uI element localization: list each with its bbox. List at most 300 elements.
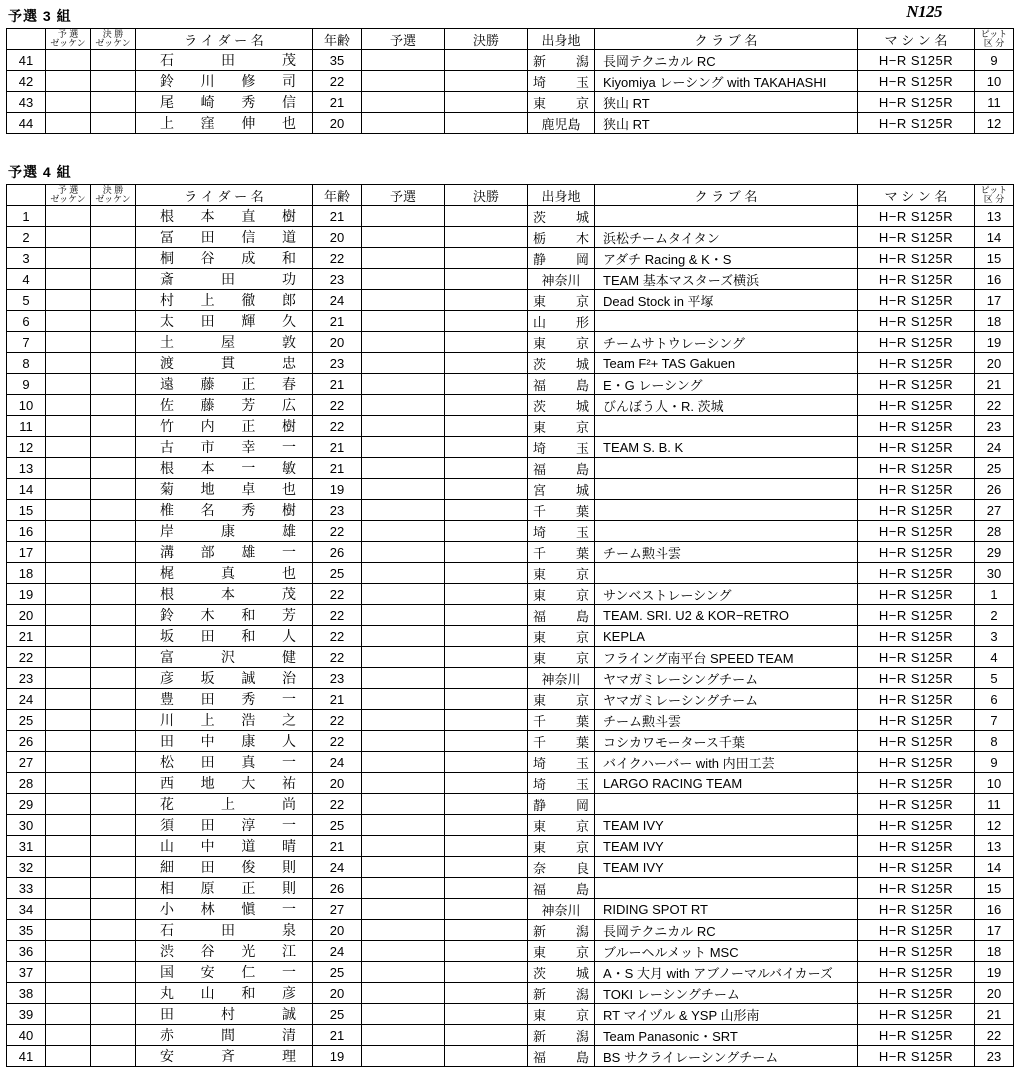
cell-number: 25 xyxy=(7,710,46,731)
rider-name-char: 石 xyxy=(160,922,174,938)
cell-yosen-result[interactable] xyxy=(362,605,445,626)
cell-yosen-zekken[interactable] xyxy=(46,71,91,92)
cell-kessho-zekken[interactable] xyxy=(91,710,136,731)
cell-machine: H−R S125R xyxy=(858,584,975,605)
cell-kessho-zekken[interactable] xyxy=(91,773,136,794)
cell-yosen-zekken[interactable] xyxy=(46,584,91,605)
cell-hometown xyxy=(528,836,595,857)
cell-yosen-zekken[interactable] xyxy=(46,206,91,227)
rider-name-chars xyxy=(138,647,310,667)
cell-yosen-result[interactable] xyxy=(362,626,445,647)
cell-yosen-result[interactable] xyxy=(362,479,445,500)
rider-name-chars xyxy=(138,794,310,814)
cell-kessho-zekken[interactable] xyxy=(91,899,136,920)
cell-yosen-result[interactable] xyxy=(362,113,445,134)
cell-kessho-zekken[interactable] xyxy=(91,113,136,134)
rider-name-char: 広 xyxy=(281,397,296,413)
cell-yosen-result[interactable] xyxy=(362,353,445,374)
table-row xyxy=(7,353,1014,374)
cell-kessho-result[interactable] xyxy=(445,395,528,416)
rider-name-char: 上 xyxy=(221,796,235,812)
cell-kessho-zekken[interactable] xyxy=(91,752,136,773)
cell-yosen-zekken[interactable] xyxy=(46,374,91,395)
cell-yosen-result[interactable] xyxy=(362,521,445,542)
cell-kessho-result[interactable] xyxy=(445,50,528,71)
cell-yosen-zekken[interactable] xyxy=(46,290,91,311)
cell-yosen-zekken[interactable] xyxy=(46,311,91,332)
cell-kessho-result[interactable] xyxy=(445,962,528,983)
cell-rider-name xyxy=(136,50,313,71)
cell-kessho-zekken[interactable] xyxy=(91,395,136,416)
rider-name-char: 晴 xyxy=(281,838,296,854)
rider-name-char: 田 xyxy=(200,859,215,875)
cell-club xyxy=(595,983,858,1004)
cell-yosen-result[interactable] xyxy=(362,50,445,71)
cell-yosen-zekken[interactable] xyxy=(46,647,91,668)
cell-kessho-zekken[interactable] xyxy=(91,878,136,899)
cell-yosen-result[interactable] xyxy=(362,1004,445,1025)
cell-yosen-zekken[interactable] xyxy=(46,479,91,500)
cell-yosen-zekken[interactable] xyxy=(46,899,91,920)
club-name: 狭山 RT xyxy=(603,95,650,111)
cell-age: 22 xyxy=(313,605,362,626)
hometown-chars xyxy=(530,816,592,835)
cell-kessho-zekken[interactable] xyxy=(91,311,136,332)
cell-yosen-zekken[interactable] xyxy=(46,857,91,878)
hometown-char: 島 xyxy=(575,608,589,624)
cell-machine: H−R S125R xyxy=(858,836,975,857)
cell-kessho-zekken[interactable] xyxy=(91,794,136,815)
rider-name-chars xyxy=(138,920,310,940)
cell-yosen-zekken[interactable] xyxy=(46,962,91,983)
cell-kessho-zekken[interactable] xyxy=(91,206,136,227)
table-row xyxy=(7,920,1014,941)
hometown-char: 宮 xyxy=(533,482,547,498)
cell-kessho-zekken[interactable] xyxy=(91,479,136,500)
cell-yosen-result[interactable] xyxy=(362,500,445,521)
header-kessho-zekken xyxy=(91,185,136,206)
hometown-char: 葉 xyxy=(575,713,589,729)
header-rider: ラ イ ダ ー 名 xyxy=(136,185,313,206)
cell-kessho-result[interactable] xyxy=(445,1004,528,1025)
rider-name-char: 田 xyxy=(221,922,235,938)
cell-yosen-zekken[interactable] xyxy=(46,731,91,752)
cell-kessho-result[interactable] xyxy=(445,626,528,647)
cell-yosen-result[interactable] xyxy=(362,395,445,416)
cell-kessho-result[interactable] xyxy=(445,941,528,962)
table-row xyxy=(7,311,1014,332)
cell-kessho-zekken[interactable] xyxy=(91,815,136,836)
cell-kessho-result[interactable] xyxy=(445,437,528,458)
rider-name-chars xyxy=(138,92,310,112)
cell-yosen-result[interactable] xyxy=(362,290,445,311)
cell-yosen-result[interactable] xyxy=(362,269,445,290)
cell-number: 15 xyxy=(7,500,46,521)
hometown-chars xyxy=(530,774,592,793)
cell-kessho-result[interactable] xyxy=(445,752,528,773)
cell-pit: 11 xyxy=(975,92,1014,113)
rider-name-char: 健 xyxy=(282,649,296,665)
cell-kessho-result[interactable] xyxy=(445,92,528,113)
cell-yosen-zekken[interactable] xyxy=(46,227,91,248)
cell-rider-name xyxy=(136,332,313,353)
cell-yosen-zekken[interactable] xyxy=(46,416,91,437)
cell-machine: H−R S125R xyxy=(858,479,975,500)
cell-rider-name xyxy=(136,437,313,458)
cell-kessho-zekken[interactable] xyxy=(91,290,136,311)
cell-yosen-zekken[interactable] xyxy=(46,689,91,710)
cell-yosen-zekken[interactable] xyxy=(46,521,91,542)
cell-kessho-result[interactable] xyxy=(445,794,528,815)
table-row xyxy=(7,374,1014,395)
cell-yosen-result[interactable] xyxy=(362,941,445,962)
header-age: 年齢 xyxy=(313,29,362,50)
cell-kessho-result[interactable] xyxy=(445,374,528,395)
cell-yosen-zekken[interactable] xyxy=(46,920,91,941)
cell-kessho-zekken[interactable] xyxy=(91,521,136,542)
cell-yosen-result[interactable] xyxy=(362,248,445,269)
cell-kessho-result[interactable] xyxy=(445,836,528,857)
cell-rider-name xyxy=(136,794,313,815)
cell-number: 32 xyxy=(7,857,46,878)
cell-kessho-result[interactable] xyxy=(445,710,528,731)
cell-yosen-result[interactable] xyxy=(362,71,445,92)
rider-name-char: 芳 xyxy=(281,607,296,623)
rider-name-char: 貫 xyxy=(221,355,235,371)
cell-yosen-zekken[interactable] xyxy=(46,773,91,794)
cell-yosen-zekken[interactable] xyxy=(46,437,91,458)
rider-name-chars xyxy=(138,941,310,961)
cell-kessho-zekken[interactable] xyxy=(91,626,136,647)
cell-kessho-zekken[interactable] xyxy=(91,647,136,668)
cell-kessho-zekken[interactable] xyxy=(91,689,136,710)
cell-rider-name xyxy=(136,248,313,269)
header-yosen-zekken-line1: 予 選 xyxy=(57,185,79,195)
cell-kessho-result[interactable] xyxy=(445,899,528,920)
header-kessho-zekken-line2: ゼッケン xyxy=(95,194,131,204)
hometown-char: 京 xyxy=(575,1007,589,1023)
cell-club xyxy=(595,353,858,374)
hometown-chars xyxy=(530,900,592,919)
rider-name-char: 一 xyxy=(281,901,296,917)
cell-yosen-result[interactable] xyxy=(362,962,445,983)
hometown-chars xyxy=(530,837,592,856)
rider-name-char: 康 xyxy=(241,733,256,749)
cell-kessho-zekken[interactable] xyxy=(91,437,136,458)
cell-yosen-result[interactable] xyxy=(362,458,445,479)
cell-yosen-result[interactable] xyxy=(362,689,445,710)
hometown-char: 京 xyxy=(575,95,589,111)
header-yosen-zekken xyxy=(46,185,91,206)
cell-hometown xyxy=(528,920,595,941)
cell-kessho-zekken[interactable] xyxy=(91,983,136,1004)
cell-kessho-result[interactable] xyxy=(445,332,528,353)
cell-yosen-result[interactable] xyxy=(362,878,445,899)
cell-kessho-result[interactable] xyxy=(445,71,528,92)
table-row xyxy=(7,521,1014,542)
cell-kessho-result[interactable] xyxy=(445,983,528,1004)
cell-kessho-zekken[interactable] xyxy=(91,353,136,374)
cell-yosen-result[interactable] xyxy=(362,857,445,878)
header-kessho: 決勝 xyxy=(445,185,528,206)
hometown-char: 葉 xyxy=(575,734,589,750)
cell-yosen-result[interactable] xyxy=(362,731,445,752)
cell-kessho-result[interactable] xyxy=(445,878,528,899)
cell-yosen-zekken[interactable] xyxy=(46,332,91,353)
rider-name-chars xyxy=(138,773,310,793)
cell-yosen-result[interactable] xyxy=(362,1025,445,1046)
cell-kessho-zekken[interactable] xyxy=(91,227,136,248)
hometown-char: 京 xyxy=(575,944,589,960)
cell-kessho-result[interactable] xyxy=(445,668,528,689)
hometown-char: 潟 xyxy=(575,53,589,69)
cell-yosen-result[interactable] xyxy=(362,647,445,668)
cell-kessho-result[interactable] xyxy=(445,647,528,668)
rider-name-char: 一 xyxy=(281,964,296,980)
cell-yosen-result[interactable] xyxy=(362,437,445,458)
cell-yosen-result[interactable] xyxy=(362,773,445,794)
cell-yosen-zekken[interactable] xyxy=(46,710,91,731)
cell-yosen-zekken[interactable] xyxy=(46,815,91,836)
cell-rider-name xyxy=(136,647,313,668)
hometown-char: 東 xyxy=(533,944,547,960)
rider-name-chars xyxy=(138,290,310,310)
cell-number: 41 xyxy=(7,50,46,71)
table-row xyxy=(7,227,1014,248)
cell-club xyxy=(595,878,858,899)
cell-machine: H−R S125R xyxy=(858,500,975,521)
rider-name-char: 斉 xyxy=(221,1048,235,1064)
cell-kessho-zekken[interactable] xyxy=(91,1046,136,1067)
cell-yosen-zekken[interactable] xyxy=(46,395,91,416)
rider-name-char: 芳 xyxy=(241,397,256,413)
rider-name-char: 俊 xyxy=(241,859,256,875)
cell-kessho-zekken[interactable] xyxy=(91,857,136,878)
header-home: 出身地 xyxy=(528,29,595,50)
cell-yosen-zekken[interactable] xyxy=(46,563,91,584)
cell-kessho-result[interactable] xyxy=(445,113,528,134)
cell-kessho-zekken[interactable] xyxy=(91,584,136,605)
cell-yosen-result[interactable] xyxy=(362,794,445,815)
header-yosen-zekken-line2: ゼッケン xyxy=(50,194,86,204)
rider-name-char: 椎 xyxy=(160,502,174,518)
cell-yosen-result[interactable] xyxy=(362,836,445,857)
cell-kessho-result[interactable] xyxy=(445,605,528,626)
hometown-chars xyxy=(530,858,592,877)
cell-machine: H−R S125R xyxy=(858,605,975,626)
cell-yosen-zekken[interactable] xyxy=(46,794,91,815)
hometown-char: 潟 xyxy=(575,923,589,939)
cell-yosen-zekken[interactable] xyxy=(46,269,91,290)
cell-yosen-zekken[interactable] xyxy=(46,941,91,962)
cell-yosen-zekken[interactable] xyxy=(46,605,91,626)
hometown-chars xyxy=(530,711,592,730)
cell-club xyxy=(595,563,858,584)
club-name: RIDING SPOT RT xyxy=(603,901,708,917)
cell-kessho-zekken[interactable] xyxy=(91,1004,136,1025)
cell-kessho-result[interactable] xyxy=(445,311,528,332)
cell-kessho-result[interactable] xyxy=(445,227,528,248)
cell-yosen-result[interactable] xyxy=(362,311,445,332)
cell-yosen-zekken[interactable] xyxy=(46,353,91,374)
cell-kessho-zekken[interactable] xyxy=(91,542,136,563)
cell-rider-name xyxy=(136,1004,313,1025)
cell-machine: H−R S125R xyxy=(858,962,975,983)
cell-machine: H−R S125R xyxy=(858,92,975,113)
cell-kessho-zekken[interactable] xyxy=(91,941,136,962)
cell-kessho-zekken[interactable] xyxy=(91,962,136,983)
rider-name-chars xyxy=(138,395,310,415)
cell-yosen-zekken[interactable] xyxy=(46,878,91,899)
cell-kessho-zekken[interactable] xyxy=(91,269,136,290)
hometown-chars xyxy=(530,585,592,604)
cell-hometown xyxy=(528,899,595,920)
cell-yosen-zekken[interactable] xyxy=(46,248,91,269)
cell-kessho-result[interactable] xyxy=(445,248,528,269)
cell-kessho-zekken[interactable] xyxy=(91,92,136,113)
cell-yosen-result[interactable] xyxy=(362,710,445,731)
cell-kessho-result[interactable] xyxy=(445,416,528,437)
cell-yosen-result[interactable] xyxy=(362,983,445,1004)
hometown-chars xyxy=(530,522,592,541)
cell-kessho-result[interactable] xyxy=(445,353,528,374)
cell-yosen-result[interactable] xyxy=(362,815,445,836)
cell-kessho-result[interactable] xyxy=(445,269,528,290)
cell-kessho-zekken[interactable] xyxy=(91,248,136,269)
cell-yosen-zekken[interactable] xyxy=(46,1004,91,1025)
cell-hometown xyxy=(528,113,595,134)
cell-kessho-zekken[interactable] xyxy=(91,563,136,584)
cell-yosen-zekken[interactable] xyxy=(46,626,91,647)
entry-table xyxy=(6,28,1014,134)
cell-yosen-result[interactable] xyxy=(362,206,445,227)
cell-kessho-zekken[interactable] xyxy=(91,50,136,71)
cell-kessho-result[interactable] xyxy=(445,773,528,794)
cell-kessho-result[interactable] xyxy=(445,920,528,941)
table-row xyxy=(7,542,1014,563)
cell-yosen-zekken[interactable] xyxy=(46,113,91,134)
cell-kessho-result[interactable] xyxy=(445,689,528,710)
cell-kessho-result[interactable] xyxy=(445,458,528,479)
rider-name-char: 溝 xyxy=(160,544,174,560)
cell-yosen-zekken[interactable] xyxy=(46,1025,91,1046)
hometown-char: 静 xyxy=(533,251,547,267)
cell-yosen-result[interactable] xyxy=(362,584,445,605)
cell-hometown xyxy=(528,227,595,248)
cell-yosen-result[interactable] xyxy=(362,416,445,437)
rider-name-char: 相 xyxy=(160,880,174,896)
cell-kessho-zekken[interactable] xyxy=(91,920,136,941)
cell-yosen-zekken[interactable] xyxy=(46,50,91,71)
cell-yosen-result[interactable] xyxy=(362,542,445,563)
cell-pit: 27 xyxy=(975,500,1014,521)
cell-kessho-result[interactable] xyxy=(445,563,528,584)
cell-kessho-result[interactable] xyxy=(445,521,528,542)
cell-kessho-zekken[interactable] xyxy=(91,71,136,92)
cell-yosen-result[interactable] xyxy=(362,374,445,395)
hometown-chars xyxy=(530,480,592,499)
cell-club xyxy=(595,332,858,353)
hometown-char: 島 xyxy=(575,881,589,897)
rider-name-char: 信 xyxy=(281,94,296,110)
cell-machine: H−R S125R xyxy=(858,857,975,878)
cell-kessho-zekken[interactable] xyxy=(91,668,136,689)
cell-kessho-result[interactable] xyxy=(445,815,528,836)
cell-yosen-zekken[interactable] xyxy=(46,542,91,563)
rider-name-chars xyxy=(138,710,310,730)
cell-hometown xyxy=(528,815,595,836)
cell-number: 30 xyxy=(7,815,46,836)
cell-yosen-result[interactable] xyxy=(362,1046,445,1067)
cell-kessho-zekken[interactable] xyxy=(91,500,136,521)
cell-pit: 17 xyxy=(975,920,1014,941)
cell-kessho-zekken[interactable] xyxy=(91,836,136,857)
cell-club xyxy=(595,290,858,311)
cell-kessho-result[interactable] xyxy=(445,731,528,752)
cell-yosen-zekken[interactable] xyxy=(46,752,91,773)
cell-kessho-zekken[interactable] xyxy=(91,416,136,437)
cell-kessho-zekken[interactable] xyxy=(91,605,136,626)
cell-yosen-result[interactable] xyxy=(362,92,445,113)
cell-kessho-result[interactable] xyxy=(445,857,528,878)
cell-yosen-result[interactable] xyxy=(362,332,445,353)
cell-yosen-result[interactable] xyxy=(362,752,445,773)
cell-yosen-result[interactable] xyxy=(362,899,445,920)
cell-yosen-zekken[interactable] xyxy=(46,500,91,521)
hometown-char: 玉 xyxy=(575,524,589,540)
cell-kessho-zekken[interactable] xyxy=(91,374,136,395)
rider-name-char: 清 xyxy=(282,1027,296,1043)
cell-kessho-result[interactable] xyxy=(445,290,528,311)
cell-kessho-zekken[interactable] xyxy=(91,332,136,353)
cell-kessho-result[interactable] xyxy=(445,500,528,521)
hometown-char: 東 xyxy=(533,95,547,111)
cell-yosen-zekken[interactable] xyxy=(46,983,91,1004)
cell-yosen-zekken[interactable] xyxy=(46,458,91,479)
cell-age: 22 xyxy=(313,710,362,731)
cell-kessho-zekken[interactable] xyxy=(91,731,136,752)
rider-name-char: 正 xyxy=(241,376,256,392)
cell-kessho-result[interactable] xyxy=(445,206,528,227)
header-yosen: 予選 xyxy=(362,185,445,206)
cell-kessho-zekken[interactable] xyxy=(91,458,136,479)
hometown-char: 京 xyxy=(575,692,589,708)
cell-machine: H−R S125R xyxy=(858,752,975,773)
cell-yosen-zekken[interactable] xyxy=(46,668,91,689)
cell-yosen-result[interactable] xyxy=(362,563,445,584)
cell-rider-name xyxy=(136,1025,313,1046)
cell-yosen-zekken[interactable] xyxy=(46,1046,91,1067)
cell-yosen-zekken[interactable] xyxy=(46,92,91,113)
rider-name-char: 松 xyxy=(160,754,174,770)
cell-number: 34 xyxy=(7,899,46,920)
rider-name-chars xyxy=(138,269,310,289)
cell-yosen-result[interactable] xyxy=(362,668,445,689)
cell-kessho-zekken[interactable] xyxy=(91,1025,136,1046)
rider-name-char: 国 xyxy=(160,964,174,980)
cell-yosen-result[interactable] xyxy=(362,227,445,248)
cell-rider-name xyxy=(136,227,313,248)
cell-yosen-zekken[interactable] xyxy=(46,836,91,857)
cell-kessho-result[interactable] xyxy=(445,584,528,605)
cell-kessho-result[interactable] xyxy=(445,542,528,563)
cell-kessho-result[interactable] xyxy=(445,479,528,500)
cell-kessho-result[interactable] xyxy=(445,1025,528,1046)
cell-yosen-result[interactable] xyxy=(362,920,445,941)
cell-hometown xyxy=(528,458,595,479)
cell-age: 20 xyxy=(313,113,362,134)
cell-kessho-result[interactable] xyxy=(445,1046,528,1067)
